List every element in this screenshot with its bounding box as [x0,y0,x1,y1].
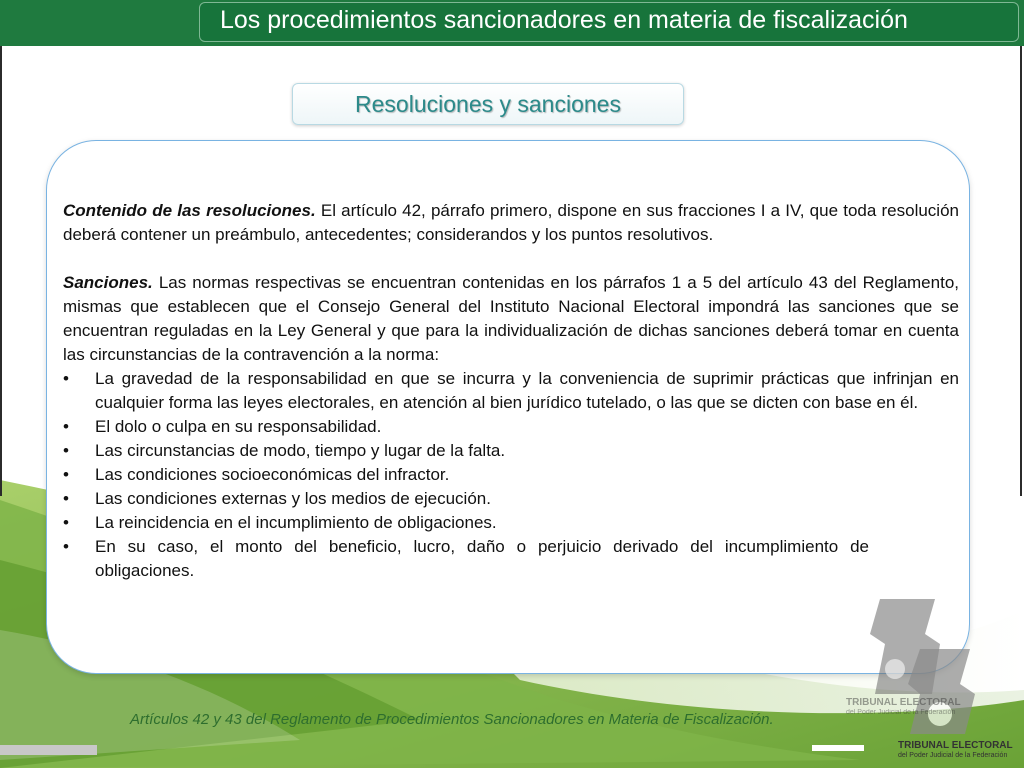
paragraph-sanciones [63,271,959,367]
bullet-icon: • [63,369,69,388]
paragraph-contenido-text: El artículo 42, párrafo primero, dispone en sus fracciones I a IV, que toda resolución deberá contener un preámbulo, antecedentes; considerandos y los puntos resolutivos. [63,201,959,244]
list-item: • Las condiciones externas y los medios de ejecución. [63,487,959,511]
bullet-icon: • [63,537,69,556]
list-item: • El dolo o culpa en su responsabilidad. [63,415,959,439]
page-title: Los procedimientos sancionadores en materia de fiscalización [220,6,908,34]
bullet-icon: • [63,417,69,436]
frame-left-border [0,46,2,496]
paragraph-sanciones-text: Las normas respectivas se encuentran contenidas en los párrafos 1 a 5 del artículo 43 del Reglamento, mismas que establecen que el Consejo General del Instituto Nacional Electoral impondrá las sanciones que se encuentran reguladas en la Ley General y que para la individualización de dichas sanciones deberá tomar en cuenta las circunstancias de la contravención a la norma: [63,273,959,364]
paragraph-contenido [63,199,959,247]
bullet-icon: • [63,513,69,532]
sanctions-criteria-list [63,367,959,583]
section-title-box [292,83,684,125]
list-item: • La reincidencia en el incumplimiento de obligaciones. [63,511,959,535]
list-item: • Las condiciones socioeconómicas del infractor. [63,463,959,487]
logo-name-primary: TRIBUNAL ELECTORAL [846,697,961,708]
logo-name-secondary: del Poder Judicial de la Federación [846,709,956,716]
bullet-icon: • [63,441,69,460]
list-item: • La gravedad de la responsabilidad en que se incurra y la conveniencia de suprimir prácticas que infrinjan en cualquier forma las leyes electorales, en atención al bien jurídico tutelado, o las que se dicten con base en él. [63,369,959,412]
list-item: • En su caso, el monto del beneficio, lucro, daño o perjuicio derivado del incumplimiento de obligaciones. [63,537,869,580]
footer-bar-right [812,745,864,751]
logo-name-secondary-main: del Poder Judicial de la Federación [898,752,1008,759]
paragraph-sanciones-label: Sanciones. [63,273,153,292]
list-item: • Las circunstancias de modo, tiempo y lugar de la falta. [63,439,959,463]
frame-right-border [1020,46,1022,496]
section-title: Resoluciones y sanciones [355,91,621,117]
footnote-source: Artículos 42 y 43 del Reglamento de Procedimientos Sancionadores en Materia de Fiscalización. [130,711,774,728]
content-text [63,199,959,583]
logo-name-primary-main: TRIBUNAL ELECTORAL [898,740,1013,751]
footer-bar-left [0,745,97,755]
paragraph-contenido-label: Contenido de las resoluciones. [63,201,316,220]
bullet-icon: • [63,489,69,508]
bullet-icon: • [63,465,69,484]
